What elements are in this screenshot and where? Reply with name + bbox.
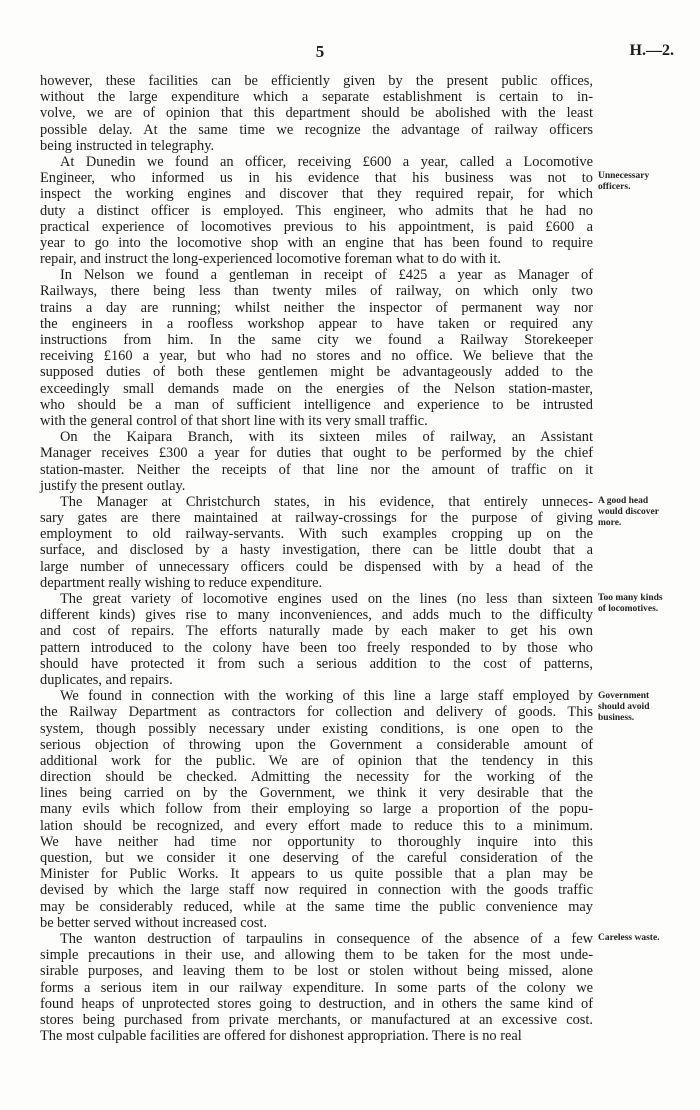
margin-note-line: Unnecessary: [598, 171, 650, 181]
text-line: justify the present outlay.: [40, 477, 186, 494]
text-line: repair, and instruct the long-experienced locomotive foreman what to do with it.: [40, 251, 501, 268]
text-line: many evils which follow from their employing so large a proportion of the popu-: [40, 801, 593, 818]
text-line: however, these facilities can be efficiently given by the present public offices,: [40, 73, 593, 89]
text-line: supposed duties of both these gentlemen might be advantageously added to the: [40, 364, 593, 381]
text-line: lation should be recognized, and every effort made to reduce this to a minimum.: [40, 817, 593, 834]
paragraph: [40, 429, 593, 494]
text-line: different kinds) gives rise to many inconveniences, and adds much to the difficulty: [40, 607, 593, 624]
text-line: department really wishing to reduce expenditure.: [40, 574, 323, 591]
paragraph: [40, 931, 593, 1044]
margin-note-careless-waste: [598, 933, 694, 944]
text-line: Manager receives £300 a year for duties that ought to be performed by the chief: [40, 445, 593, 462]
text-line: may be considerably reduced, while at the same time the public convenience may: [40, 898, 593, 915]
text-line: with the general control of that short line with its very small traffic.: [40, 412, 428, 429]
text-line: serious objection of throwing upon the Government a considerable amount of: [40, 736, 593, 753]
text-line: trains a day are running; whilst neither the inspector of permanent way nor: [40, 299, 593, 316]
text-line: who should be a man of sufficient intelligence and experience to be intrusted: [40, 396, 593, 413]
page-number: 5: [315, 42, 325, 61]
text-line: question, but we consider it one deserving of the careful consideration of the: [40, 850, 593, 866]
text-line: be better served without increased cost.: [40, 914, 267, 931]
text-line: sirable purposes, and leaving them to be lost or stolen without being missed, alone: [40, 963, 593, 980]
text-line: stores being purchased from private merchants, or manufactured at an excessive cost.: [40, 1011, 593, 1028]
margin-note-locomotive-kinds: [598, 593, 694, 615]
text-line: employment to old railway-servants. With such examples cropping up on the: [40, 526, 593, 543]
text-line: receiving £160 a year, but who had no stores and no office. We believe that the: [40, 348, 593, 365]
text-line: instructions from him. In the same city we found a Railway Storekeeper: [40, 332, 593, 348]
text-line: Engineer, who informed us in his evidence that his business was not to: [40, 170, 593, 187]
text-line: large number of unnecessary officers could be dispensed with by a head of the: [40, 558, 593, 575]
text-line: Railways, there being less than twenty miles of railway, on which only two: [40, 283, 593, 300]
text-line: The wanton destruction of tarpaulins in consequence of the absence of a few: [60, 930, 593, 947]
margin-note-government-business: [598, 691, 694, 724]
text-line: At Dunedin we found an officer, receiving £600 a year, called a Locomotive: [60, 153, 593, 170]
text-line: and cost of repairs. The efforts naturally made by each maker to get his own: [40, 623, 593, 640]
margin-note-line: more.: [598, 518, 622, 528]
margin-note-line: of locomotives.: [598, 604, 659, 614]
text-line: year to go into the locomotive shop with an engine that has been found to require: [40, 234, 593, 251]
margin-note-unnecessary-officers: [598, 171, 694, 193]
text-line: inspect the working engines and discover that they required repair, for which: [40, 186, 593, 203]
text-line: sary gates are there maintained at railway-crossings for the purpose of giving: [40, 510, 593, 527]
margin-note-line: A good head: [598, 496, 649, 506]
text-line: direction should be checked. Admitting the necessity for the working of the: [40, 769, 593, 786]
text-line: the engineers in a roofless workshop appear to have taken or required any: [40, 315, 593, 332]
text-line: Minister for Public Works. It appears to us quite possible that a plan may be: [40, 866, 593, 883]
text-line: additional work for the public. We are of opinion that the tendency in this: [40, 752, 593, 769]
margin-note-line: Careless waste.: [598, 933, 660, 943]
text-line: the Railway Department as contractors for collection and delivery of goods. This: [40, 704, 593, 721]
document-reference: H.—2.: [629, 42, 674, 59]
margin-note-line: should avoid: [598, 702, 650, 712]
text-line: being instructed in telegraphy.: [40, 137, 215, 154]
text-line: duplicates, and repairs.: [40, 671, 173, 688]
text-line: The Manager at Christchurch states, in his evidence, that entirely unneces-: [60, 493, 593, 510]
text-line: We have neither had time nor opportunity to thoroughly inquire into this: [40, 833, 593, 850]
text-line: possible delay. At the same time we recognize the advantage of railway officers: [40, 121, 593, 138]
text-line: station-master. Neither the receipts of that line nor the amount of traffic on it: [40, 461, 593, 478]
text-line: pattern introduced to the colony have been too freely responded to by those who: [40, 639, 593, 656]
text-line: exceedingly small demands made on the energies of the Nelson station-master,: [40, 380, 593, 397]
text-line: devised by which the large staff now required in connection with the goods traffic: [40, 882, 593, 899]
paragraph: [40, 494, 593, 591]
paragraph: [40, 73, 593, 154]
margin-note-line: Too many kinds: [598, 593, 663, 603]
text-line: lines being carried on by the Government, we think it very desirable that the: [40, 785, 593, 802]
paragraph: [40, 591, 593, 688]
body-text: [40, 73, 593, 1044]
text-line: The most culpable facilities are offered for dishonest appropriation. There is no real: [40, 1028, 522, 1045]
text-line: We found in connection with the working of this line a large staff employed by: [60, 688, 593, 705]
margin-note-line: Government: [598, 691, 650, 701]
text-line: surface, and disclosed by a hasty investigation, there can be little doubt that a: [40, 542, 593, 559]
text-line: simple precautions in their use, and allowing them to be taken for the most unde-: [40, 947, 593, 964]
margin-note-good-head: [598, 496, 694, 529]
margin-note-line: business.: [598, 713, 635, 723]
text-line: On the Kaipara Branch, with its sixteen miles of railway, an Assistant: [60, 429, 593, 446]
text-line: practical experience of locomotives previous to his appointment, is paid £600 a: [40, 218, 593, 235]
text-line: The great variety of locomotive engines used on the lines (no less than sixteen: [60, 591, 593, 607]
text-line: should have protected it from such a serious addition to the cost of patterns,: [40, 655, 593, 672]
text-line: without the large expenditure which a separate establishment is certain to in-: [40, 89, 593, 106]
text-line: volve, we are of opinion that this department should be abolished with the least: [40, 105, 593, 122]
text-line: duty a distinct officer is employed. This engineer, who admits that he had no: [40, 202, 593, 219]
margin-note-line: officers.: [598, 182, 631, 192]
text-line: found heaps of unprotected stores going to destruction, and in others the same kind of: [40, 995, 593, 1012]
text-line: In Nelson we found a gentleman in receipt of £425 a year as Manager of: [60, 267, 593, 284]
paragraph: [40, 688, 593, 931]
page-header: [0, 42, 700, 64]
paragraph: [40, 267, 593, 429]
margin-note-line: would discover: [598, 507, 659, 517]
paragraph: [40, 154, 593, 267]
text-line: forms a serious item in our railway expenditure. In some parts of the colony we: [40, 979, 593, 996]
text-line: system, though possibly necessary under existing conditions, is one open to the: [40, 720, 593, 737]
